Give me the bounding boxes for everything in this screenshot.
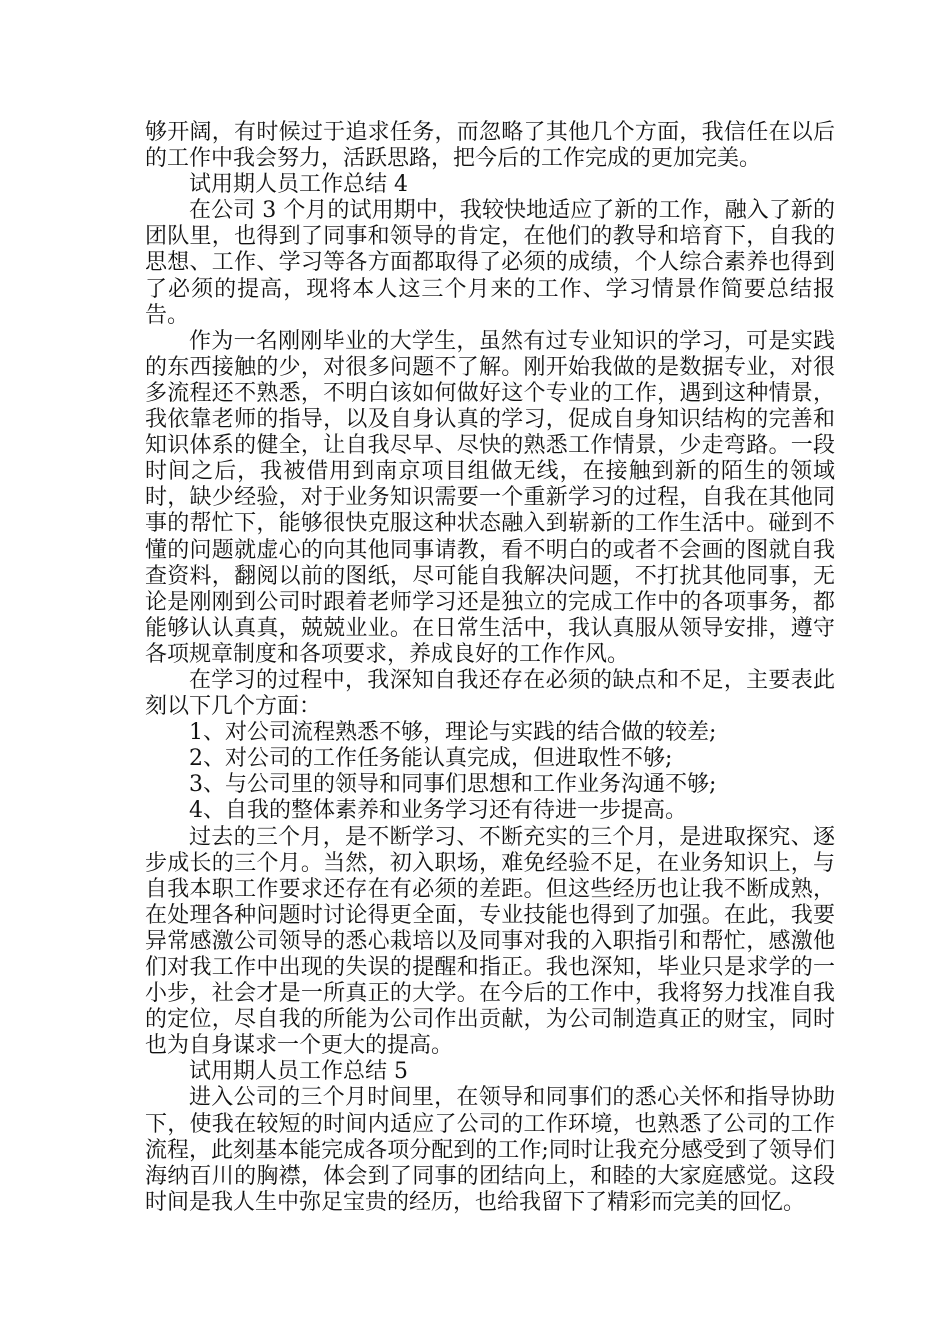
section-4-list-item-1: 1、对公司流程熟悉不够，理论与实践的结合做的较差; xyxy=(189,720,717,746)
section-5-heading: 试用期人员工作总结 5 xyxy=(189,1059,408,1085)
intro-continuation-paragraph: 够开阔，有时候过于追求任务，而忽略了其他几个方面，我信任在以后的工作中我会努力，活跃思路，把今后的工作完成的更加完美。 xyxy=(145,120,835,172)
section-4-heading: 试用期人员工作总结 4 xyxy=(189,172,408,198)
section-4-closing-paragraph: 过去的三个月，是不断学习、不断充实的三个月，是进取探究、逐步成长的三个月。当然，初入职场，难免经验不足，在业务知识上，与自我本职工作要求还存在有必须的差距。但这些经历也让我不断成熟，在处理各种问题时讨论得更全面，专业技能也得到了加强。在此，我要异常感激公司领导的悉心栽培以及同事对我的入职指引和帮忙，感激他们对我工作中出现的失误的提醒和指正。我也深知，毕业只是求学的一小步，社会才是一所真正的大学。在今后的工作中，我将努力找准自我的定位，尽自我的所能为公司作出贡献，为公司制造真正的财宝，同时也为自身谋求一个更大的提高。 xyxy=(145,824,835,1059)
section-4-paragraph-2: 作为一名刚刚毕业的大学生，虽然有过专业知识的学习，可是实践的东西接触的少，对很多问题不了解。刚开始我做的是数据专业，对很多流程还不熟悉，不明白该如何做好这个专业的工作，遇到这种情景，我依靠老师的指导，以及自身认真的学习，促成自身知识结构的完善和知识体系的健全，让自我尽早、尽快的熟悉工作情景，少走弯路。一段时间之后，我被借用到南京项目组做无线，在接触到新的陌生的领域时，缺少经验，对于业务知识需要一个重新学习的过程，自我在其他同事的帮忙下，能够很快克服这种状态融入到崭新的工作生活中。碰到不懂的问题就虚心的向其他同事请教，看不明白的或者不会画的图就自我查资料，翻阅以前的图纸，尽可能自我解决问题，不打扰其他同事，无论是刚刚到公司时跟着老师学习还是独立的完成工作中的各项事务，都能够认认真真，兢兢业业。在日常生活中，我认真服从领导安排，遵守各项规章制度和各项要求，养成良好的工作作风。 xyxy=(145,328,835,667)
section-5-paragraph-1: 进入公司的三个月时间里，在领导和同事们的悉心关怀和指导协助下，使我在较短的时间内适应了公司的工作环境，也熟悉了公司的工作流程，此刻基本能完成各项分配到的工作;同时让我充分感受到了领导们海纳百川的胸襟，体会到了同事的团结向上，和睦的大家庭感觉。这段时间是我人生中弥足宝贵的经历，也给我留下了精彩而完美的回忆。 xyxy=(145,1085,835,1215)
section-4-list-item-3: 3、与公司里的领导和同事们思想和工作业务沟通不够; xyxy=(189,772,717,798)
section-4-paragraph-3: 在学习的过程中，我深知自我还存在必须的缺点和不足，主要表此刻以下几个方面： xyxy=(145,667,835,720)
section-4-list-item-2: 2、对公司的工作任务能认真完成，但进取性不够; xyxy=(189,746,673,772)
document-body xyxy=(145,120,835,1216)
section-4-paragraph-1: 在公司 3 个月的试用期中，我较快地适应了新的工作，融入了新的团队里，也得到了同事和领导的肯定，在他们的教导和培育下，自我的思想、工作、学习等各方面都取得了必须的成绩，个人综合素养也得到了必须的提高，现将本人这三个月来的工作、学习情景作简要总结报告。 xyxy=(145,198,835,328)
section-4-list-item-4: 4、自我的整体素养和业务学习还有待进一步提高。 xyxy=(189,798,687,824)
